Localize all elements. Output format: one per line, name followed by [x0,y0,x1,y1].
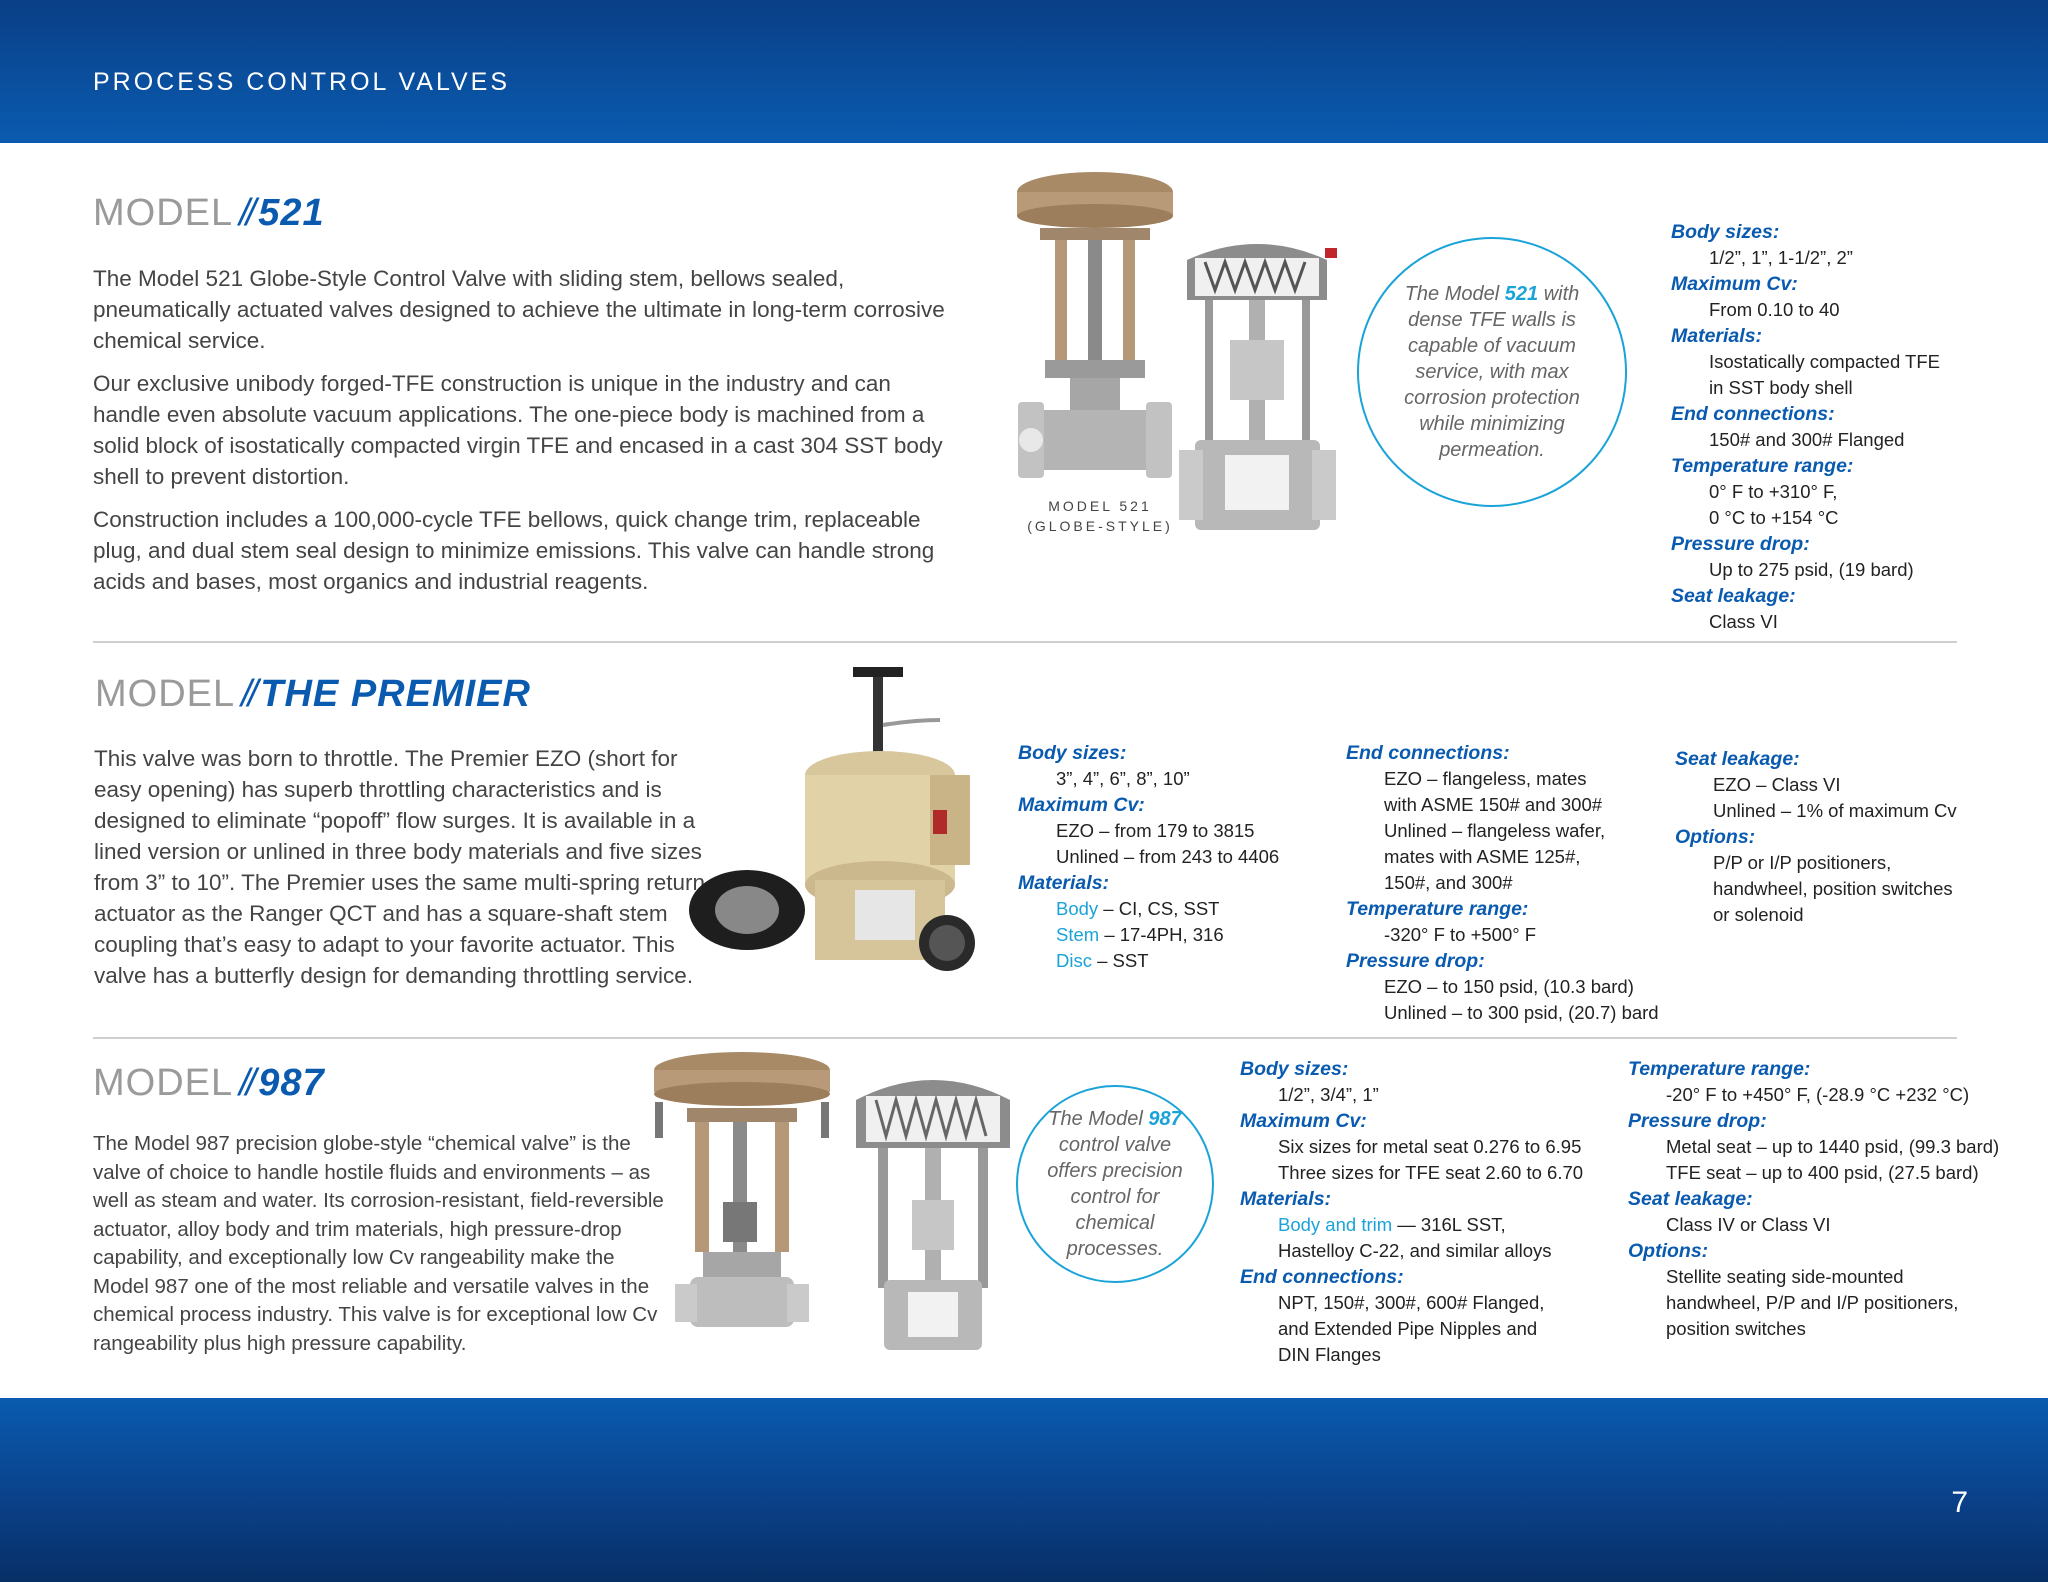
page-footer-band [0,1398,2048,1582]
spec-value: Up to 275 psid, (19 bard) [1709,559,1914,580]
spec-label: Seat leakage: [1675,748,1800,770]
spec-value: mates with ASME 125#, [1384,846,1581,867]
spec-label: Maximum Cv: [1018,794,1145,816]
spec-label: Maximum Cv: [1671,273,1798,295]
callout-text: control valve offers precision control for chemical processes. [1047,1134,1183,1260]
spec-value: Unlined – to 300 psid, (20.7) bard [1384,1002,1659,1023]
spec-value: in SST body shell [1709,377,1853,398]
spec-value: From 0.10 to 40 [1709,299,1840,320]
model-premier-specs-col3 [1675,746,1957,928]
spec-value: DIN Flanges [1278,1344,1381,1365]
spec-label: Pressure drop: [1346,950,1485,972]
spec-value: EZO – Class VI [1713,774,1841,795]
spec-value: P/P or I/P positioners, [1713,852,1892,873]
model-987-specs-col2 [1628,1056,1999,1342]
model-987-specs-col1 [1240,1056,1583,1368]
spec-label: Options: [1628,1240,1709,1262]
model-premier-specs-col2 [1346,740,1659,1026]
spec-value: and Extended Pipe Nipples and [1278,1318,1538,1339]
spec-value: -20° F to +450° F, (-28.9 °C +232 °C) [1666,1084,1970,1105]
spec-value: TFE seat – up to 400 psid, (27.5 bard) [1666,1162,1979,1183]
model-987-valve-image [645,1052,840,1337]
spec-label: Pressure drop: [1671,533,1810,555]
model-521-description [93,263,963,609]
spec-value: 150# and 300# Flanged [1709,429,1905,450]
model-prefix: MODEL [95,673,236,715]
model-prefix: MODEL [93,1062,234,1104]
section-title: PROCESS CONTROL VALVES [93,68,511,96]
page-number: 7 [1951,1486,1968,1519]
spec-value: or solenoid [1713,904,1804,925]
model-prefix: MODEL [93,192,234,234]
spec-value: 0 °C to +154 °C [1709,507,1839,528]
spec-label: Materials: [1240,1188,1332,1210]
spec-highlight: Stem [1056,924,1100,945]
model-premier-specs-col1 [1018,740,1279,974]
spec-value [1018,948,1279,974]
spec-value: Stellite seating side-mounted [1666,1266,1904,1287]
paragraph: The Model 987 precision globe-style “chemical valve” is the valve of choice to handle hostile fluids and environments – as well as steam and water. Its corrosion-resistant, field-reversible actuator, alloy body and trim materials, high pressure-drop capability, and exceptionally low Cv rangeability make the Model 987 one of the most reliable and versatile valves in the chemical process industry. This valve is for exceptional low Cv rangeability plus high pressure capability. [93,1132,664,1355]
model-987-callout [1016,1085,1214,1283]
spec-text: – SST [1091,950,1149,971]
spec-value: Class VI [1709,611,1778,632]
spec-value: handwheel, position switches [1713,878,1953,899]
spec-value: Metal seat – up to 1440 psid, (99.3 bard) [1666,1136,2000,1157]
spec-value: EZO – flangeless, mates [1384,768,1587,789]
callout-text: The Model [1048,1108,1149,1130]
model-name: 987 [258,1062,325,1104]
spec-value: 1/2”, 3/4”, 1” [1278,1084,1379,1105]
model-premier-heading [95,673,531,716]
spec-label: Body sizes: [1240,1058,1349,1080]
spec-label: Materials: [1671,325,1763,347]
spec-label: Temperature range: [1628,1058,1811,1080]
spec-highlight: Disc [1056,950,1092,971]
spec-label: Seat leakage: [1628,1188,1753,1210]
model-name: 521 [258,192,325,234]
spec-text: – 17-4PH, 316 [1099,924,1224,945]
spec-label: End connections: [1671,403,1835,425]
model-521-heading [93,192,325,235]
spec-label: End connections: [1346,742,1510,764]
heading-slash-icon: // [239,192,253,234]
model-521-cutaway-image [1175,240,1340,540]
model-521-specs [1671,219,1940,635]
model-521-caption [1020,496,1180,536]
spec-value: NPT, 150#, 300#, 600# Flanged, [1278,1292,1545,1313]
spec-label: Maximum Cv: [1240,1110,1367,1132]
spec-label: Options: [1675,826,1756,848]
spec-highlight: Body [1056,898,1099,919]
spec-value: handwheel, P/P and I/P positioners, [1666,1292,1959,1313]
spec-value: 3”, 4”, 6”, 8”, 10” [1056,768,1190,789]
callout-text: The Model [1404,283,1505,305]
caption-line: MODEL 521 [1048,498,1152,514]
spec-value: Three sizes for TFE seat 2.60 to 6.70 [1278,1162,1584,1183]
callout-highlight: 987 [1148,1108,1182,1130]
model-987-heading [93,1062,325,1105]
spec-value: with ASME 150# and 300# [1384,794,1603,815]
section-divider [93,1037,1957,1039]
spec-label: Body sizes: [1018,742,1127,764]
spec-label: Seat leakage: [1671,585,1796,607]
paragraph: Construction includes a 100,000-cycle TFE bellows, quick change trim, replaceable plug, and dual stem seal design to minimize emissions. This valve can handle strong acids and bases, most organics and industrial reagents. [93,507,935,594]
spec-value [1018,922,1279,948]
spec-text: – CI, CS, SST [1098,898,1220,919]
model-987-cutaway-image [848,1070,1018,1355]
section-divider [93,641,1957,643]
caption-line: (GLOBE-STYLE) [1027,518,1173,534]
spec-value: 0° F to +310° F, [1709,481,1838,502]
spec-value: Hastelloy C-22, and similar alloys [1278,1240,1552,1261]
spec-value [1240,1212,1583,1238]
spec-value: Unlined – flangeless wafer, [1384,820,1606,841]
spec-value: 150#, and 300# [1384,872,1513,893]
paragraph: The Model 521 Globe-Style Control Valve with sliding stem, bellows sealed, pneumatically actuated valves designed to achieve the ultimate in long-term corrosive chemical service. [93,266,945,353]
spec-value: Isostatically compacted TFE [1709,351,1940,372]
model-name: THE PREMIER [260,673,531,715]
spec-label: Temperature range: [1671,455,1854,477]
model-521-valve-image [1010,170,1180,500]
heading-slash-icon: // [239,1062,253,1104]
paragraph: Our exclusive unibody forged-TFE construction is unique in the industry and can handle even absolute vacuum applications. The one-piece body is machined from a solid block of isostatically compacted virgin TFE and encased in a cast 304 SST body shell to prevent distortion. [93,371,943,489]
callout-highlight: 521 [1504,283,1539,305]
model-premier-valve-image [685,665,1015,985]
spec-text: — 316L SST, [1392,1214,1506,1235]
spec-label: End connections: [1240,1266,1404,1288]
spec-value: EZO – to 150 psid, (10.3 bard) [1384,976,1634,997]
spec-value: Unlined – 1% of maximum Cv [1713,800,1957,821]
spec-label: Body sizes: [1671,221,1780,243]
callout-text: with dense TFE walls is capable of vacuum service, with max corrosion protection while minimizing permeation. [1404,283,1580,461]
spec-value [1018,896,1279,922]
spec-value: EZO – from 179 to 3815 [1056,820,1255,841]
spec-value: Class IV or Class VI [1666,1214,1831,1235]
spec-value: Unlined – from 243 to 4406 [1056,846,1280,867]
spec-label: Pressure drop: [1628,1110,1767,1132]
spec-value: -320° F to +500° F [1384,924,1537,945]
spec-value: position switches [1666,1318,1806,1339]
spec-label: Materials: [1018,872,1110,894]
model-521-callout [1357,237,1627,507]
page-header-band [0,0,2048,143]
model-987-description [93,1130,668,1370]
spec-value: 1/2”, 1”, 1-1/2”, 2” [1709,247,1853,268]
model-premier-description [94,743,724,1003]
spec-value: Six sizes for metal seat 0.276 to 6.95 [1278,1136,1582,1157]
heading-slash-icon: // [241,673,255,715]
paragraph: This valve was born to throttle. The Premier EZO (short for easy opening) has superb throttling characteristics and is designed to eliminate “popoff” flow surges. It is available in a lined version or unlined in three body materials and five sizes from 3” to 10”. The Premier uses the same multi-spring return actuator as the Ranger QCT and has a square-shaft stem coupling that’s easy to adapt to your favorite actuator. This valve has a butterfly design for demanding throttling service. [94,746,706,988]
spec-label: Temperature range: [1346,898,1529,920]
spec-highlight: Body and trim [1278,1214,1393,1235]
